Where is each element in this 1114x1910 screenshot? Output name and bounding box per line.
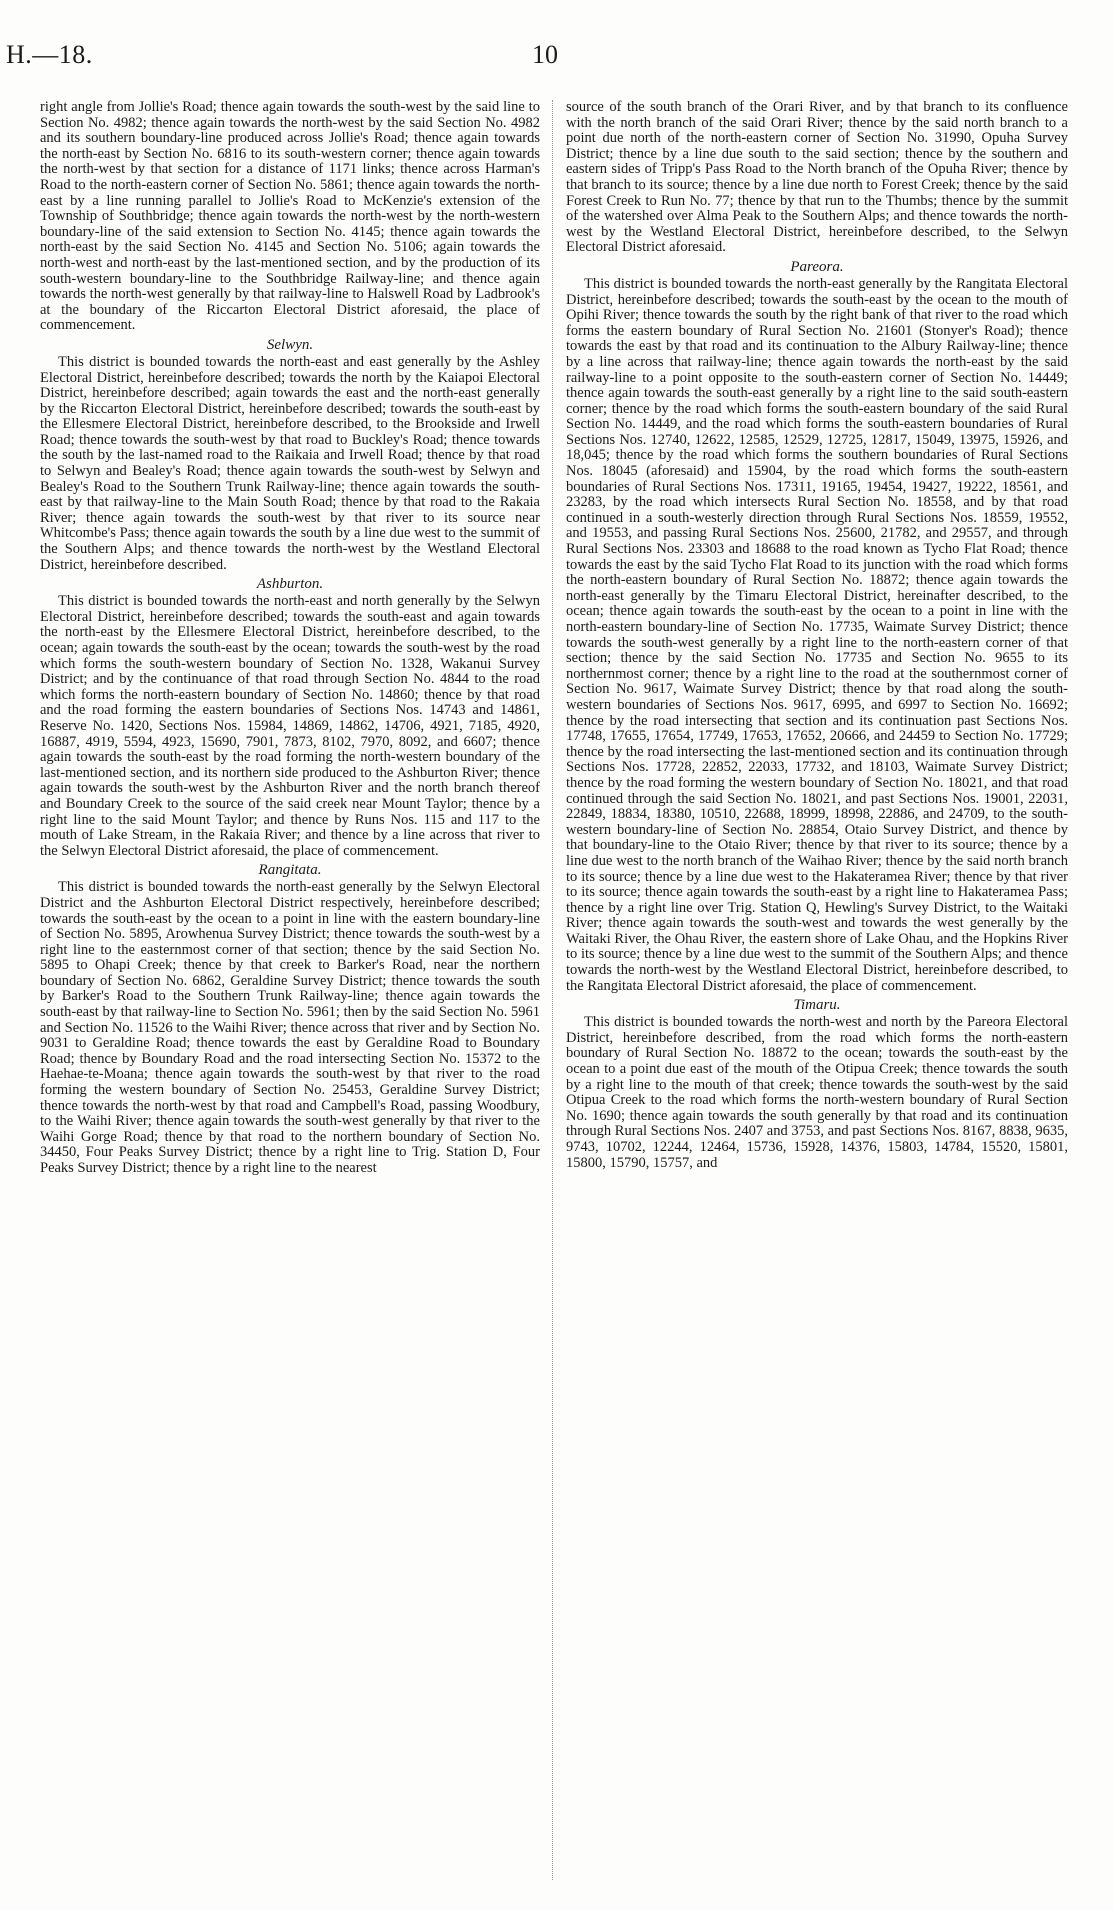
document-reference: H.—18.	[6, 40, 93, 69]
heading-rangitata: Rangitata.	[258, 862, 322, 879]
heading-selwyn: Selwyn.	[266, 336, 314, 353]
heading-pareora: Pareora.	[790, 258, 844, 275]
heading-ashburton: Ashburton.	[256, 576, 324, 593]
paragraph-rangitata: This district is bounded towards the north-east generally by the Selwyn Electoral District and the Ashburton Electoral District respectively, hereinbefore described; towards the south-east by the ocean to a point in line with the eastern boundary-line of Section No. 5895, Arowhenua Survey District; thence towards the south-west by a right line to the easternmost corner of that section; thence by the said Section No. 5895 to Ohapi Creek; thence by that creek to Barker's Road, near the northern boundary of Section No. 6862, Geraldine Survey District; thence towards the south by Barker's Road to the Southern Trunk Railway-line; thence again towards the south-east by that railway-line to Section No. 5961; then by the said Section No. 5961 and Section No. 11526 to the Waihi River; thence across that river and by Section No. 9031 to Geraldine Road; thence towards the east by Geraldine Road to Boundary Road; thence by Boundary Road and the road intersecting Section No. 15372 to the Haehae-te-Moana; thence again towards the south-west by that river to the road forming the western boundary of Section No. 25453, Geraldine Survey District; thence towards the north-west by that road and Campbell's Road, passing Woodbury, to the Waihi River; thence again towards the south-west generally by that river to the Waihi Gorge Road; thence by that road to the northern boundary of Section No. 34450, Four Peaks Survey District; thence by a right line to Trig. Station D, Four Peaks Survey District; thence by a right line to the nearest	[40, 879, 540, 1176]
paragraph-pareora: This district is bounded towards the north-east generally by the Rangitata Electoral District, hereinbefore described; towards the south-east by the ocean to the mouth of Opihi River; thence towards the south by the right bank of that river to the road which forms the eastern boundary of Rural Section No. 21601 (Stonyer's Road); thence towards the east by that road and its continuation to the Albury Railway-line; thence by a line across that railway-line; thence again towards the north-east by the said railway-line to a point opposite to the south-eastern corner of Section No. 14449; thence again towards the south-east generally by a right line to the said south-eastern corner; thence by the road which forms the south-eastern boundary of the said Rural Section No. 14449, and the road which forms the south-eastern boundaries of Rural Sections Nos. 12740, 12622, 12585, 12529, 12725, 12817, 15049, 13975, 15926, and 18,045; thence by the road which forms the southern boundaries of Rural Sections Nos. 18045 (aforesaid) and 15904, by the road which forms the south-eastern boundaries of Rural Sections Nos. 17311, 19165, 19454, 19427, 19222, 18561, and 23283, by the road which intersects Rural Section No. 18558, and by that road continued in a south-westerly direction through Rural Sections Nos. 18559, 19552, and 19553, and passing Rural Sections Nos. 25600, 21782, and 29557, and through Rural Sections Nos. 23303 and 18688 to the road known as Tycho Flat Road; thence towards the east by the said Tycho Flat Road to its junction with the road which forms the north-eastern boundary of Rural Section No. 18872; thence again towards the north-east generally by the Timaru Electoral District, hereinafter described, to the ocean; thence again towards the south-east by the ocean to a point in line with the north-eastern boundary-line of Section No. 17735, Waimate Survey District; thence towards the south-west generally by a right line to the north-eastern corner of that section; thence by the said Section No. 17735 and Section No. 9655 to its northernmost corner; thence by a right line to the road at the southernmost corner of Section No. 9617, Waimate Survey District; thence by that road along the south-western boundaries of Sections Nos. 9617, 6995, and 6997 to Section No. 16692; thence by the road intersecting that section and its continuation past Sections Nos. 17748, 17655, 17654, 17749, 17653, 17652, 20666, and 24459 to Section No. 17729; thence by the road intersecting the last-mentioned section and its continuation through Sections Nos. 17728, 22852, 22033, 17732, and 18103, Waimate Survey District; thence by the road forming the western boundary of Section No. 18021, and that road continued through the said Section No. 18021, and past Sections Nos. 19001, 22031, 22849, 18834, 18380, 10510, 22688, 18999, 18998, 22886, and 24709, to the south-western boundary-line of Section No. 28854, Otaio Survey District, and thence by that boundary-line to the Otaio River; thence by that river to its source; thence by a line due west to the north branch of the Waihao River; thence by the said north branch to its source; thence by a line due west to the Hakateramea River; thence by that river to its source; thence again towards the south-east by a right line to Hakateramea Pass; thence by a right line over Trig. Station Q, Hewling's Survey District, to the Waitaki River; thence again towards the south-west and towards the west generally by the Waitaki River, the Ohau River, the eastern shore of Lake Ohau, and the Hopkins River to its source; thence by a line due west to the summit of the Southern Alps; and thence towards the north-west by the Westland Electoral District, hereinbefore described, to the Rangitata Electoral District aforesaid, the place of commencement.	[566, 275, 1068, 994]
paragraph-timaru: This district is bounded towards the north-west and north by the Pareora Electoral District, hereinbefore described, from the road which forms the north-eastern boundary of Rural Section No. 18872 to the ocean; towards the south-east by the ocean to a point due east of the mouth of the Otipua Creek; thence towards the south by a right line to the mouth of that creek; thence towards the south-west by the said Otipua Creek to the road which forms the north-western boundary of Rural Section No. 1690; thence again towards the south generally by that road and its continuation through Rural Sections Nos. 2407 and 3753, and past Sections Nos. 8167, 8838, 9635, 9743, 10702, 12244, 12464, 15736, 15928, 14376, 15803, 14784, 15520, 15801, 15800, 15790, 15757, and	[566, 1014, 1068, 1171]
page-number: 10	[532, 40, 558, 69]
left-column	[40, 100, 540, 1177]
column-divider	[552, 100, 553, 1880]
right-column	[566, 100, 1068, 1171]
paragraph-ashburton: This district is bounded towards the north-east and north generally by the Selwyn Electoral District, hereinbefore described; towards the south-east and again towards the north-east by the Ellesmere Electoral District, hereinbefore described, to the ocean; again towards the south-east by the ocean; towards the south-west by the road which forms the south-western boundary of Section No. 1328, Wakanui Survey District; and by the continuance of that road through Section No. 4844 to the road which forms the north-eastern boundary of Section No. 14860; thence by that road and the road forming the eastern boundaries of Sections Nos. 14743 and 14861, Reserve No. 1420, Sections Nos. 15984, 14869, 14862, 14706, 4921, 7185, 4920, 16887, 4919, 5594, 4923, 15690, 7901, 7873, 8102, 7970, 8092, and 6607; thence again towards the south-east by the road forming the north-western boundary of the last-mentioned section, and its northern side produced to the Ashburton River; thence again towards the south-west by the Ashburton River and the north branch thereof and Boundary Creek to the source of the said creek near Mount Taylor; thence by a right line to the said Mount Taylor; and thence by Runs Nos. 115 and 117 to the mouth of Lake Stream, in the Rakaia River; and thence by a line across that river to the Selwyn Electoral District aforesaid, the place of commencement.	[40, 593, 540, 859]
paragraph-continued: right angle from Jollie's Road; thence again towards the south-west by the said line to Section No. 4982; thence again towards the north-west by the said Section No. 4982 and its southern boundary-line produced across Jollie's Road; thence again towards the north-east by Section No. 6816 to its south-western corner; thence again towards the north-west by that section for a distance of 1171 links; thence across Harman's Road to the north-eastern corner of Section No. 5861; thence again towards the north-east by a line running parallel to Jollie's Road to McKenzie's extension of the Township of Southbridge; thence again towards the north-west by the north-western boundary-line of the said extension to Section No. 4145; thence again towards the north-east by the said Section No. 4145 and Section No. 5106; again towards the north-west and north-east by the last-mentioned section, and by the production of its south-western boundary-line to the Southbridge Railway-line; and thence again towards the north-west generally by that railway-line to Halswell Road by Ladbrook's at the boundary of the Riccarton Electoral District aforesaid, the place of commencement.	[40, 99, 540, 334]
heading-timaru: Timaru.	[793, 997, 841, 1014]
paragraph-selwyn: This district is bounded towards the north-east and east generally by the Ashley Electoral District, hereinbefore described; towards the north by the Kaiapoi Electoral District, hereinbefore described; again towards the east and the north-east generally by the Riccarton Electoral District, hereinbefore described; towards the south-east by the Ellesmere Electoral District, hereinbefore described, to the Brookside and Irwell Road; thence towards the south-west by that road to Buckley's Road; thence towards the south by the last-named road to the Raikaia and Irwell Road; thence by that road to Selwyn and Bealey's Road; thence again towards the south-west by Selwyn and Bealey's Road to the Southern Trunk Railway-line; thence again towards the south-east by that railway-line to the Main South Road; thence by that road to the Rakaia River; thence again towards the south-west by that river to its source near Whitcombe's Pass; thence again towards the south by a line due west to the summit of the Southern Alps; and thence towards the north-west by the Westland Electoral District, hereinbefore described.	[40, 353, 540, 573]
paragraph-rangitata-continued: source of the south branch of the Orari River, and by that branch to its confluence with the north branch of the said Orari River; thence by the said north branch to a point due north of the north-eastern corner of Section No. 31990, Opuha Survey District; thence by a line due south to the said section; thence by the southern and eastern sides of Tripp's Pass Road to the North branch of the Opuha River; thence by that branch to its source; thence by a line due north to Forest Creek; thence by the said Forest Creek to Run No. 77; thence by that run to the Thumbs; thence by the summit of the watershed over Alma Peak to the Southern Alps; and thence towards the north-west by the Westland Electoral District, hereinbefore described, to the Selwyn Electoral District aforesaid.	[566, 99, 1068, 256]
